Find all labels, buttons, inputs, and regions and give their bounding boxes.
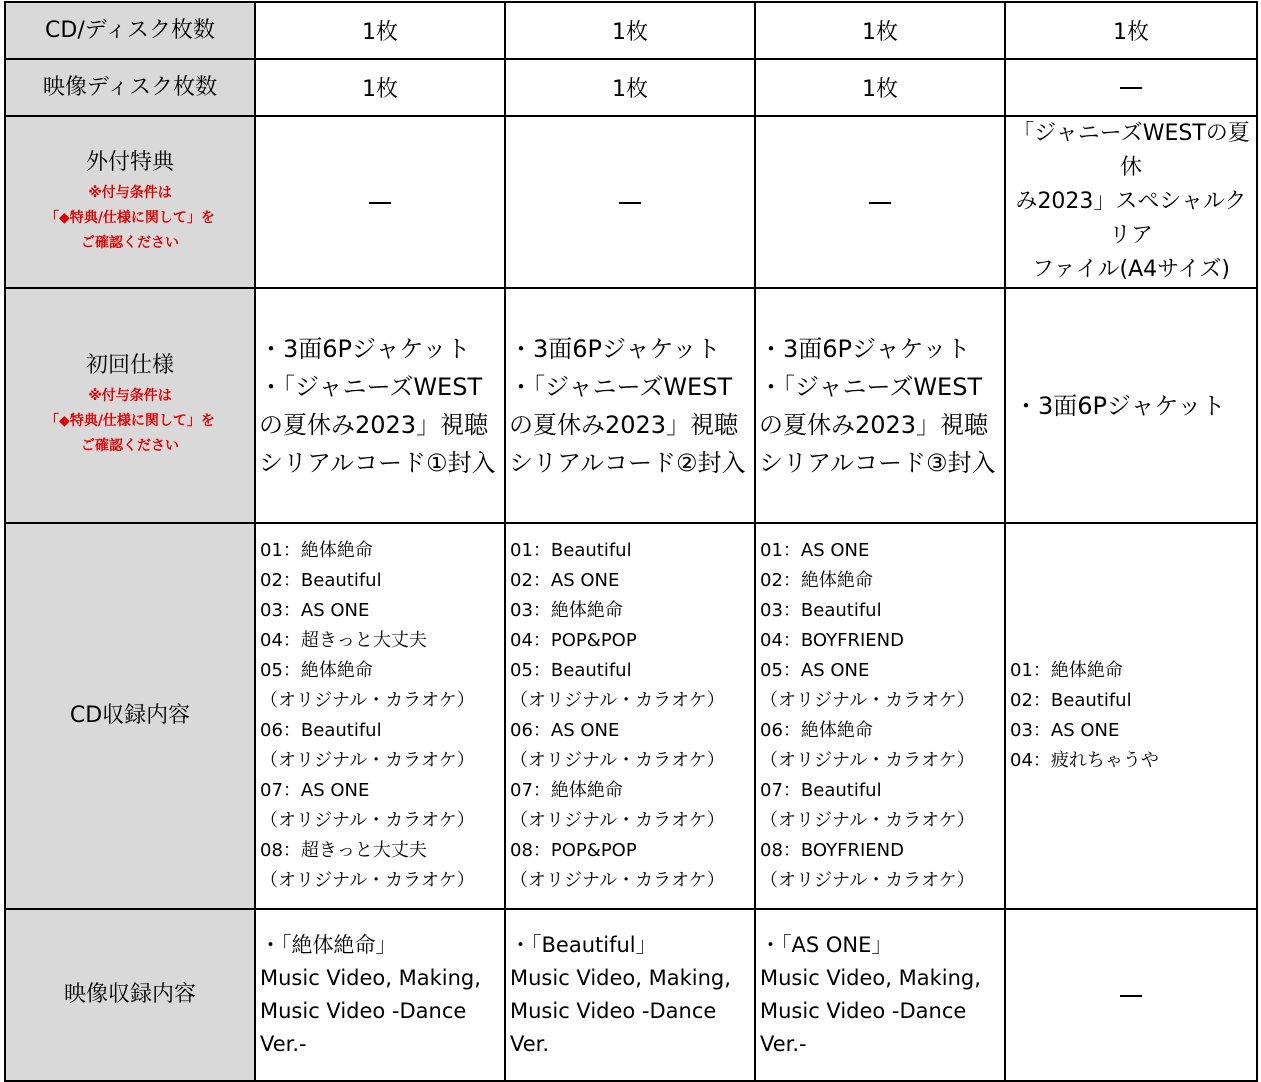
video-line: Music Video -Dance: [260, 999, 467, 1023]
video-line: Music Video -Dance: [760, 999, 967, 1023]
first-press-2-line: の夏休み2023」視聴: [509, 410, 739, 439]
bonus-label-title: 外付特典: [85, 149, 174, 175]
track-line: 03：Beautiful: [760, 600, 882, 621]
dash-bonus-2: [619, 202, 641, 204]
track-line: 06：AS ONE: [510, 720, 620, 741]
bonus-note-line-2: 「◆特典/仕様に関して」を: [45, 209, 215, 226]
track-line: 01：AS ONE: [760, 540, 870, 561]
clear-file-line-1: 「ジャニーズWESTの夏休: [1012, 121, 1250, 180]
cd-contents-2: [505, 523, 755, 909]
video-line: ・「絶体絶命」: [260, 933, 397, 957]
dash-video-contents-4: [1120, 995, 1142, 997]
row-label-cd-disc-count: CD/ディスク枚数: [5, 2, 255, 59]
dash-bonus-1: [369, 202, 391, 204]
first-press-3-line: ・「ジャニーズWEST: [759, 372, 983, 401]
first-press-4-line: ・3面6Pジャケット: [1014, 391, 1226, 420]
bonus-clear-file: [1005, 116, 1257, 288]
first-press-1: [255, 288, 505, 523]
video-line: ・「Beautiful」: [510, 933, 657, 957]
track-line: （オリジナル・カラオケ）: [760, 810, 975, 831]
track-line: 04：POP&POP: [510, 630, 637, 651]
bonus-2: [505, 116, 755, 288]
video-line: Ver.-: [260, 1032, 307, 1056]
row-label-first-press: [5, 288, 255, 523]
dash-bonus-3: [869, 202, 891, 204]
first-press-3-line: の夏休み2023」視聴: [759, 410, 989, 439]
row-label-bonus: [5, 116, 255, 288]
row-cd-contents: [5, 523, 1257, 909]
video-line: Ver.: [510, 1032, 550, 1056]
row-cd-disc-count: [5, 2, 1257, 59]
track-line: 06：Beautiful: [260, 720, 382, 741]
track-line: 02：AS ONE: [510, 570, 620, 591]
track-line: 05：AS ONE: [760, 660, 870, 681]
track-line: （オリジナル・カラオケ）: [260, 750, 475, 771]
bonus-3: [755, 116, 1005, 288]
track-line: 01：Beautiful: [510, 540, 632, 561]
track-line: （オリジナル・カラオケ）: [260, 690, 475, 711]
track-line: 02：絶体絶命: [760, 570, 873, 591]
bonus-note-line-1: ※付与条件は: [88, 184, 172, 201]
clear-file-line-3: ファイル(A4サイズ): [1031, 257, 1230, 282]
row-label-video-disc-count: 映像ディスク枚数: [5, 59, 255, 116]
cd-disc-count-1: 1枚: [255, 2, 505, 59]
track-line: 03：絶体絶命: [510, 600, 623, 621]
track-line: 03：AS ONE: [1010, 720, 1120, 741]
row-video-contents: [5, 909, 1257, 1081]
track-line: （オリジナル・カラオケ）: [510, 750, 725, 771]
track-line: （オリジナル・カラオケ）: [260, 870, 475, 891]
first-press-2: [505, 288, 755, 523]
row-label-cd-contents: CD収録内容: [5, 523, 255, 909]
video-line: Music Video, Making,: [260, 966, 481, 990]
row-label-video-contents: 映像収録内容: [5, 909, 255, 1081]
video-line: Music Video -Dance: [510, 999, 717, 1023]
track-line: 01：絶体絶命: [260, 540, 373, 561]
first-press-3: [755, 288, 1005, 523]
track-line: 04：超きっと大丈夫: [260, 630, 427, 651]
first-press-4: [1005, 288, 1257, 523]
video-disc-count-4: [1005, 59, 1257, 116]
track-line: 01：絶体絶命: [1010, 660, 1123, 681]
first-press-2-line: ・「ジャニーズWEST: [509, 372, 733, 401]
track-line: 08：BOYFRIEND: [760, 840, 904, 861]
track-line: 04：BOYFRIEND: [760, 630, 904, 651]
video-line: Music Video, Making,: [760, 966, 981, 990]
track-line: （オリジナル・カラオケ）: [510, 870, 725, 891]
video-disc-count-3: 1枚: [755, 59, 1005, 116]
first-press-1-line: ・「ジャニーズWEST: [259, 372, 483, 401]
cd-contents-4: [1005, 523, 1257, 909]
cd-contents-1: [255, 523, 505, 909]
first-press-note-line-1: ※付与条件は: [88, 388, 172, 404]
row-bonus: [5, 116, 1257, 288]
track-line: 08：超きっと大丈夫: [260, 840, 427, 861]
track-line: 07：Beautiful: [760, 780, 882, 801]
track-line: 06：絶体絶命: [760, 720, 873, 741]
cd-contents-3: [755, 523, 1005, 909]
dash-video-disc-4: [1120, 87, 1142, 89]
track-line: （オリジナル・カラオケ）: [510, 810, 725, 831]
cd-disc-count-2: 1枚: [505, 2, 755, 59]
video-contents-2: [505, 909, 755, 1081]
first-press-note-line-3: ご確認ください: [81, 438, 179, 454]
track-line: 05：Beautiful: [510, 660, 632, 681]
video-line: ・「AS ONE」: [760, 933, 893, 957]
video-disc-count-1: 1枚: [255, 59, 505, 116]
first-press-1-line: シリアルコード①封入: [259, 448, 496, 477]
track-line: （オリジナル・カラオケ）: [510, 690, 725, 711]
first-press-1-line: ・3面6Pジャケット: [259, 334, 471, 363]
first-press-label-title: 初回仕様: [85, 353, 174, 378]
track-line: （オリジナル・カラオケ）: [260, 810, 475, 831]
video-contents-3: [755, 909, 1005, 1081]
track-line: （オリジナル・カラオケ）: [760, 870, 975, 891]
track-line: （オリジナル・カラオケ）: [760, 690, 975, 711]
track-line: 03：AS ONE: [260, 600, 370, 621]
video-disc-count-2: 1枚: [505, 59, 755, 116]
video-contents-4: [1005, 909, 1257, 1081]
row-video-disc-count: [5, 59, 1257, 116]
track-line: 02：Beautiful: [1010, 690, 1132, 711]
first-press-note-line-2: 「◆特典/仕様に関して」を: [45, 413, 215, 429]
first-press-3-line: ・3面6Pジャケット: [759, 334, 971, 363]
row-first-press: [5, 288, 1257, 523]
track-line: 07：絶体絶命: [510, 780, 623, 801]
video-contents-1: [255, 909, 505, 1081]
cd-disc-count-3: 1枚: [755, 2, 1005, 59]
track-line: 07：AS ONE: [260, 780, 370, 801]
clear-file-line-2: み2023」スペシャルクリア: [1015, 189, 1247, 248]
track-line: 08：POP&POP: [510, 840, 637, 861]
bonus-1: [255, 116, 505, 288]
bonus-note-line-3: ご確認ください: [81, 234, 179, 251]
first-press-3-line: シリアルコード③封入: [759, 448, 996, 477]
first-press-2-line: ・3面6Pジャケット: [509, 334, 721, 363]
cd-disc-count-4: 1枚: [1005, 2, 1257, 59]
track-line: 05：絶体絶命: [260, 660, 373, 681]
video-line: Ver.-: [760, 1032, 807, 1056]
video-line: Music Video, Making,: [510, 966, 731, 990]
spec-table: [4, 1, 1258, 1082]
first-press-2-line: シリアルコード②封入: [509, 448, 746, 477]
track-line: （オリジナル・カラオケ）: [760, 750, 975, 771]
track-line: 04：疲れちゃうや: [1010, 750, 1159, 771]
track-line: 02：Beautiful: [260, 570, 382, 591]
first-press-1-line: の夏休み2023」視聴: [259, 410, 489, 439]
